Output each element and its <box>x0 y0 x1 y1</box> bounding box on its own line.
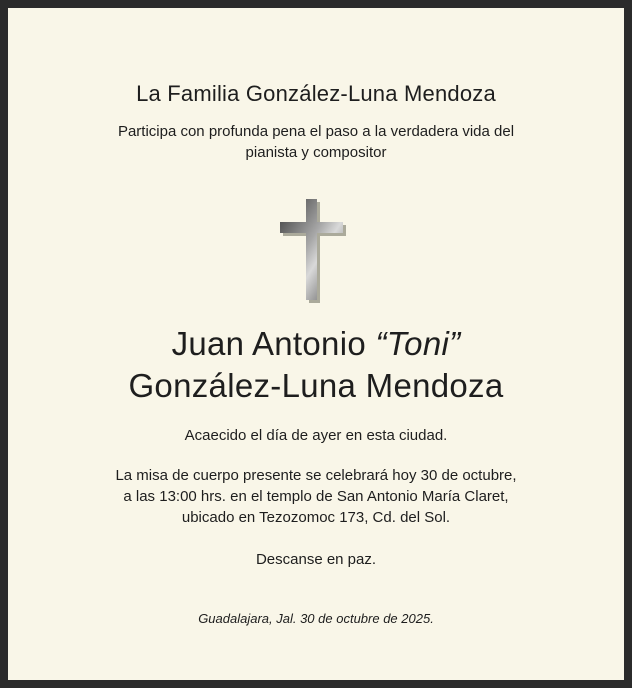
place-date: Guadalajara, Jal. 30 de octubre de 2025. <box>198 611 434 626</box>
mass-line: a las 13:00 hrs. en el templo de San Antonio María Claret, <box>123 488 509 505</box>
intro-line: pianista y compositor <box>245 144 387 161</box>
latin-cross-icon <box>278 198 348 304</box>
deceased-text: Acaecido el día de ayer en esta ciudad. <box>184 427 448 444</box>
nickname: “Toni” <box>375 325 461 362</box>
obituary-card <box>8 8 624 680</box>
mass-line: La misa de cuerpo presente se celebrará hoy 30 de octubre, <box>115 467 517 484</box>
rest-in-peace-text: Descanse en paz. <box>255 551 377 568</box>
mass-details <box>48 465 584 528</box>
family-heading: La Familia González-Luna Mendoza <box>136 81 496 106</box>
first-name: Juan Antonio <box>171 325 366 362</box>
name-line-first <box>8 323 624 365</box>
last-name: González-Luna Mendoza <box>128 367 504 404</box>
mass-line: ubicado en Tezozomoc 173, Cd. del Sol. <box>181 509 451 526</box>
deceased-name <box>8 323 624 407</box>
intro-line: Participa con profunda pena el paso a la verdadera vida del <box>117 123 515 140</box>
intro-text <box>68 121 564 163</box>
